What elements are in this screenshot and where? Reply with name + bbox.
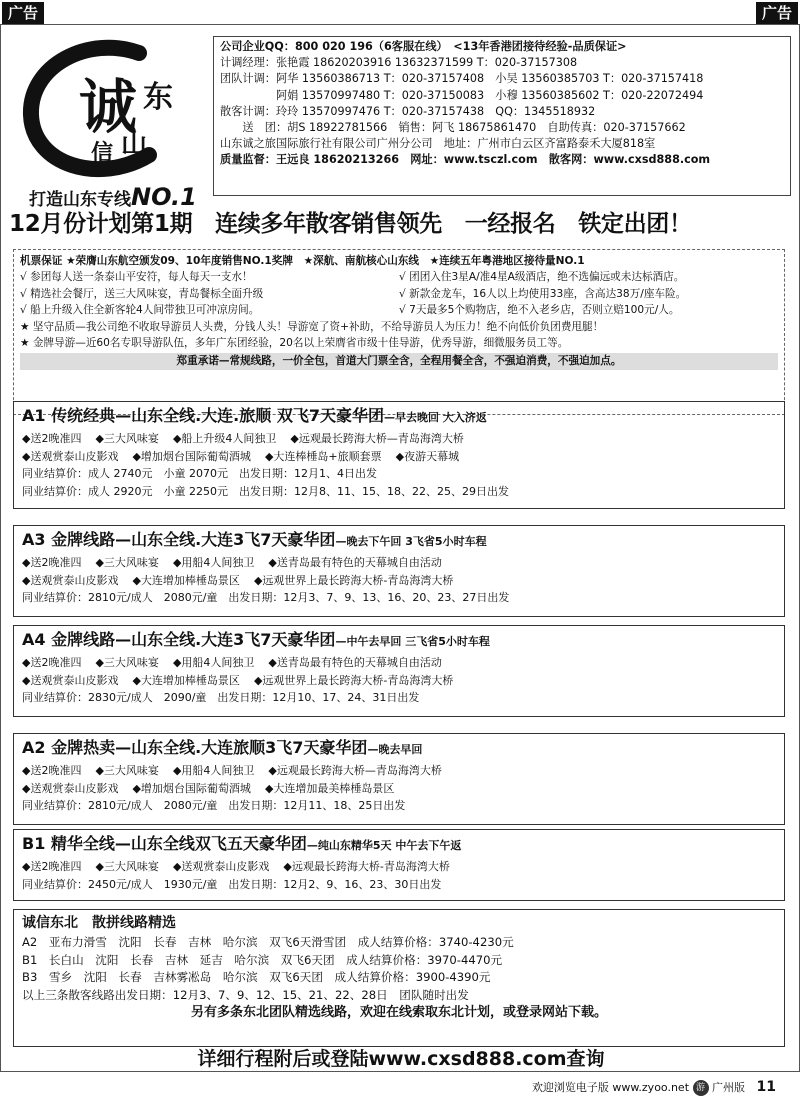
route-card-a3 [13, 525, 785, 617]
route-features: ◆送观赏泰山皮影戏 ◆增加烟台国际葡萄酒城 ◆大连棒棰岛+旅顺套票 ◆夜游天幕城 [22, 449, 460, 463]
route-price: 同业结算价：2450元/成人 1930元/童 出发日期：12月2、9、16、23、30日出发 [22, 877, 442, 891]
contact-line: 山东诚之旅国际旅行社有限公司广州分公司 地址：广州市白云区齐富路泰禾大厦818室 [220, 137, 656, 151]
route-features: ◆送观赏泰山皮影戏 ◆大连增加棒棰岛景区 ◆远观世界上最长跨海大桥-青岛海湾大桥 [22, 673, 454, 687]
route-features: ◆送2晚准四 ◆三大风味宴 ◆用船4人间独卫 ◆送青岛最有特色的天幕城自由活动 [22, 656, 442, 669]
logo-char-2: 信 [91, 140, 114, 166]
route-features: ◆送观赏泰山皮影戏 ◆增加烟台国际葡萄酒城 ◆大连增加最美棒棰岛景区 [22, 781, 395, 795]
route-features: ◆送2晚准四 ◆三大风味宴 ◆船上升级4人间独卫 ◆远观最长跨海大桥—青岛海湾大桥 [22, 432, 464, 445]
route-card-b1 [13, 829, 785, 901]
zyoo-logo-icon: 游 [693, 1080, 709, 1096]
contact-line: 送 团：胡S 18922781566 销售：阿飞 18675861470 自助传真：020-37157662 [220, 121, 686, 135]
detail-link-text[interactable]: 详细行程附后或登陆www.cxsd888.com查询 [197, 1048, 605, 1070]
route-title: A3 金牌线路—山东全线.大连3飞7天豪华团—晚去下午回 3飞省5小时车程 [22, 530, 487, 549]
contact-line: 质量监督：王远良 18620213266 网址：www.tsczl.com 散客网：www.cxsd888.com [220, 153, 711, 167]
promise-banner: 郑重承诺—常规线路，一价全包，首道大门票全含，全程用餐全含，不强迫消费，不强迫加点。 [20, 353, 778, 369]
logo-mark-icon [19, 35, 209, 185]
advertisement-page [0, 24, 800, 1072]
route-price: 同业结算价：2810元/成人 2080元/童 出发日期：12月11、18、25日出发 [22, 799, 406, 812]
ad-tag-left: 广告 [2, 2, 44, 24]
contact-line: 计调经理：张艳霞 18620203916 13632371599 T：020-37157308 [220, 56, 578, 70]
footer-edition: 广州版 [712, 1081, 746, 1094]
logo-char-1: 诚 [79, 73, 138, 141]
route-card-a4 [13, 625, 785, 717]
contact-line: 公司企业QQ：800 020 196（6客服在线） <13年香港团接待经验-品质保证> [220, 40, 627, 53]
footer-text[interactable]: 欢迎浏览电子版 www.zyoo.net [531, 1081, 690, 1094]
northeast-line: B3 雪乡 沈阳 长春 吉林雾凇岛 哈尔滨 双飞6天团 成人结算价格：3900-4390元 [22, 970, 491, 984]
ad-tag-right: 广告 [756, 2, 798, 24]
route-features: ◆送2晚准四 ◆三大风味宴 ◆送观赏泰山皮影戏 ◆远观最长跨海大桥-青岛海湾大桥 [22, 860, 450, 873]
route-price: 同业结算价：成人 2920元 小童 2250元 出发日期：12月8、11、15、18、22、25、29日出发 [22, 484, 509, 498]
feature-line: ★ 坚守品质—我公司绝不收取导游员人头费，分钱人头！导游宽了资+补助，不给导游员人为压力！绝不向低价负团费甩腿！ [20, 320, 604, 333]
route-title: B1 精华全线—山东全线双飞五天豪华团—纯山东精华5天 中午去下午返 [22, 834, 462, 853]
feature-row: √ 船上升级入住全新客轮4人间带独卫可冲凉房间。 √ 7天最多5个购物店，绝不入老乡店，否则立赔100元/人。 [20, 304, 680, 317]
northeast-line: B1 长白山 沈阳 长春 吉林 延吉 哈尔滨 双飞6天团 成人结算价格：3970-4470元 [22, 952, 503, 967]
route-card-a2 [13, 733, 785, 825]
feature-line: 机票保证 ★荣膺山东航空颁发09、10年度销售NO.1奖牌 ★深航、南航核心山东线 ★连续五年粤港地区接待量NO.1 [20, 255, 585, 267]
northeast-more: 另有多条东北团队精选线路，欢迎在线索取东北计划，或登录网站下载。 [190, 1005, 607, 1020]
page-number: 11 [756, 1079, 776, 1095]
company-logo [19, 35, 209, 215]
features-box [13, 249, 785, 415]
northeast-line: 以上三条散客线路出发日期：12月3、7、9、12、15、21、22、28日 团队随时出发 [22, 987, 469, 1002]
logo-char-3: 山 [121, 130, 148, 160]
feature-row: √ 参团每人送一条泰山平安符，每人每天一支水！ √ 团团入住3星A/准4星A级酒店，绝不选偏远或未达标酒店。 [20, 271, 685, 284]
page-footer [0, 1073, 800, 1100]
logo-slogan: 打造山东专线NO.1 [29, 183, 197, 211]
logo-char-4: 东 [143, 80, 173, 115]
northeast-box [13, 909, 785, 1047]
route-price: 同业结算价：2810元/成人 2080元/童 出发日期：12月3、7、9、13、16、20、23、27日出发 [22, 591, 510, 604]
northeast-line: A2 亚布力滑雪 沈阳 长春 吉林 哈尔滨 双飞6天滑雪团 成人结算价格：3740-4230元 [22, 935, 514, 949]
feature-row: √ 精选社会餐厅，送三大风味宴，青岛餐标全面升级 √ 新款金龙车，16人以上均使用33座，含高达38万/座车险。 [20, 287, 687, 300]
northeast-title: 诚信东北 散拼线路精选 [22, 915, 176, 931]
contact-info-box [213, 36, 791, 196]
route-features: ◆送观赏泰山皮影戏 ◆大连增加棒棰岛景区 ◆远观世界上最长跨海大桥-青岛海湾大桥 [22, 573, 454, 587]
contact-line: 阿娟 13570997480 T：020-37150083 小穆 13560385602 T：020-22072494 [220, 88, 704, 102]
contact-line: 散客计调：玲玲 13570997476 T：020-37157438 QQ：1345518932 [220, 104, 596, 118]
headline: 12月份计划第1期 连续多年散客销售领先 一经报名 铁定出团！ [9, 211, 692, 237]
route-features: ◆送2晚准四 ◆三大风味宴 ◆用船4人间独卫 ◆送青岛最有特色的天幕城自由活动 [22, 556, 442, 569]
contact-line: 团队计调：阿华 13560386713 T：020-37157408 小吴 13560385703 T：020-37157418 [220, 72, 704, 86]
route-title: A1 传统经典—山东全线.大连.旅顺 双飞7天豪华团—早去晚回 大入济返 [22, 406, 487, 425]
feature-line: ★ 金牌导游—近60名专职导游队伍，多年广东团经验，20名以上荣膺省市级十佳导游，优秀导游，细微服务员工等。 [20, 337, 569, 350]
route-price: 同业结算价：成人 2740元 小童 2070元 出发日期：12月1、4日出发 [22, 467, 377, 480]
route-title: A2 金牌热卖—山东全线.大连旅顺3飞7天豪华团—晚去早回 [22, 738, 423, 757]
route-price: 同业结算价：2830元/成人 2090/童 出发日期：12月10、17、24、31日出发 [22, 691, 420, 704]
route-card-a1 [13, 401, 785, 509]
route-features: ◆送2晚准四 ◆三大风味宴 ◆用船4人间独卫 ◆远观最长跨海大桥—青岛海湾大桥 [22, 764, 442, 777]
route-title: A4 金牌线路—山东全线.大连3飞7天豪华团—中午去早回 三飞省5小时车程 [22, 630, 490, 649]
